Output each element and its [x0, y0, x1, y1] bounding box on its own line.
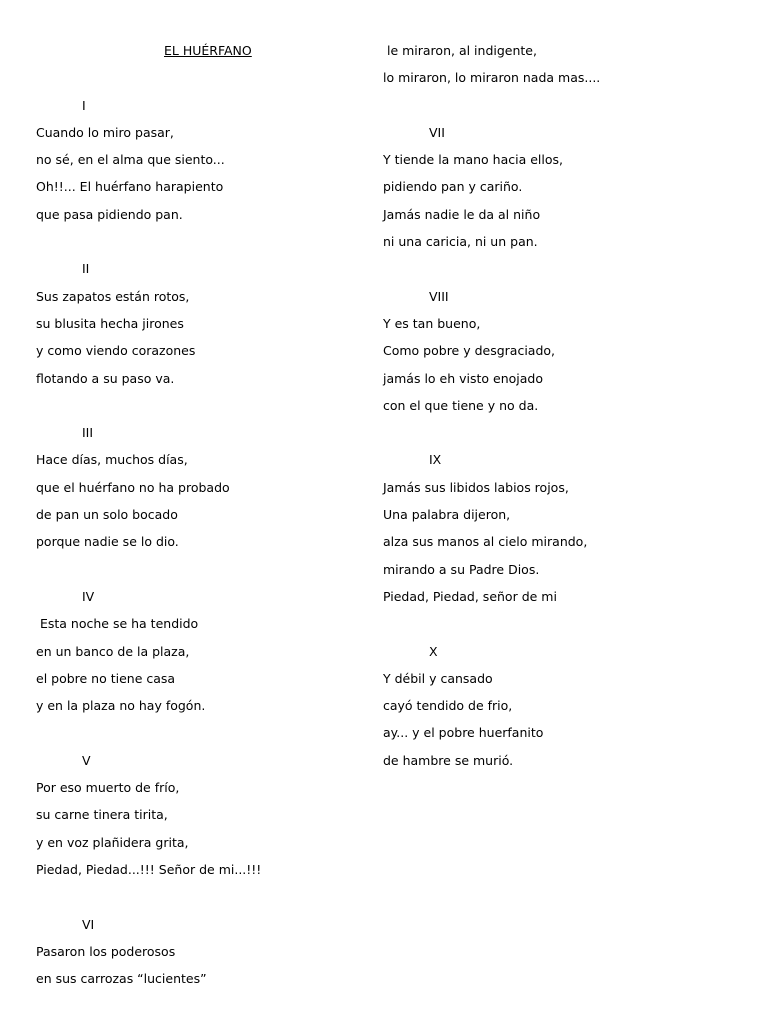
poem-line: ni una caricia, ni un pan.: [383, 234, 538, 250]
poem-line: y en la plaza no hay fogón.: [36, 698, 206, 714]
poem-line: su carne tinera tirita,: [36, 807, 168, 823]
poem-line: en sus carrozas “lucientes”: [36, 971, 207, 987]
poem-line: porque nadie se lo dio.: [36, 534, 179, 550]
poem-line: Piedad, Piedad, señor de mi: [383, 588, 557, 604]
poem-line: Esta noche se ha tendido: [36, 616, 199, 632]
spacer: [36, 556, 366, 583]
poem-line: le miraron, al indigente,: [383, 43, 537, 58]
stanza-numeral: VII: [429, 124, 445, 140]
poem-line: lo miraron, lo miraron nada mas....: [383, 70, 601, 86]
poem-line: Cuando lo miro pasar,: [36, 124, 174, 140]
poem-line: Piedad, Piedad...!!! Señor de mi...!!!: [36, 861, 262, 877]
poem-line: jamás lo eh visto enojado: [383, 370, 544, 386]
poem-line: en un banco de la plaza,: [36, 643, 190, 659]
right-column: [383, 37, 753, 774]
poem-line: Hace días, muchos días,: [36, 452, 188, 468]
spacer: [383, 610, 753, 637]
poem-line: no sé, en el alma que siento...: [36, 152, 225, 168]
poem-line: Y débil y cansado: [383, 670, 493, 686]
poem-line: Jamás sus libidos labios rojos,: [383, 479, 569, 495]
poem-line: cayó tendido de frio,: [383, 698, 513, 714]
poem-line: que pasa pidiendo pan.: [36, 206, 183, 222]
spacer: [36, 64, 366, 91]
poem-line: flotando a su paso va.: [36, 370, 175, 386]
poem-line: Como pobre y desgraciado,: [383, 343, 556, 359]
poem-line: su blusita hecha jirones: [36, 315, 184, 331]
poem-line: y en voz plañidera grita,: [36, 834, 189, 850]
poem-line: y como viendo corazones: [36, 343, 196, 359]
spacer: [36, 228, 366, 255]
spacer: [383, 255, 753, 282]
poem-line: Sus zapatos están rotos,: [36, 288, 190, 304]
poem-line: el pobre no tiene casa: [36, 670, 176, 686]
poem-line: alza sus manos al cielo mirando,: [383, 534, 588, 550]
spacer: [36, 883, 366, 910]
stanza-numeral: II: [82, 261, 90, 277]
poem-line: ay... y el pobre huerfanito: [383, 725, 544, 741]
spacer: [36, 719, 366, 746]
left-column: [36, 37, 366, 992]
poem-line: Por eso muerto de frío,: [36, 780, 180, 796]
poem-title: EL HUÉRFANO: [164, 43, 252, 58]
stanza-numeral: IV: [82, 588, 95, 604]
stanza-numeral: VIII: [429, 288, 449, 304]
stanza-numeral: X: [429, 643, 438, 659]
spacer: [383, 92, 753, 119]
stanza-numeral: III: [82, 425, 94, 441]
spacer: [36, 392, 366, 419]
stanza-numeral: V: [82, 752, 91, 768]
spacer: [383, 419, 753, 446]
poem-line: Y tiende la mano hacia ellos,: [383, 152, 564, 168]
poem-line: de pan un solo bocado: [36, 507, 178, 523]
poem-line: Jamás nadie le da al niño: [383, 206, 541, 222]
poem-line: de hambre se murió.: [383, 752, 514, 768]
poem-line: con el que tiene y no da.: [383, 397, 539, 413]
stanza-numeral: I: [82, 97, 86, 113]
stanza-numeral: VI: [82, 916, 95, 932]
poem-line: pidiendo pan y cariño.: [383, 179, 523, 195]
poem-line: Una palabra dijeron,: [383, 507, 511, 523]
poem-line: Pasaron los poderosos: [36, 943, 176, 959]
stanza-numeral: IX: [429, 452, 442, 468]
poem-line: mirando a su Padre Dios.: [383, 561, 540, 577]
poem-line: que el huérfano no ha probado: [36, 479, 230, 495]
poem-line: Oh!!... El huérfano harapiento: [36, 179, 224, 195]
poem-line: Y es tan bueno,: [383, 315, 481, 331]
